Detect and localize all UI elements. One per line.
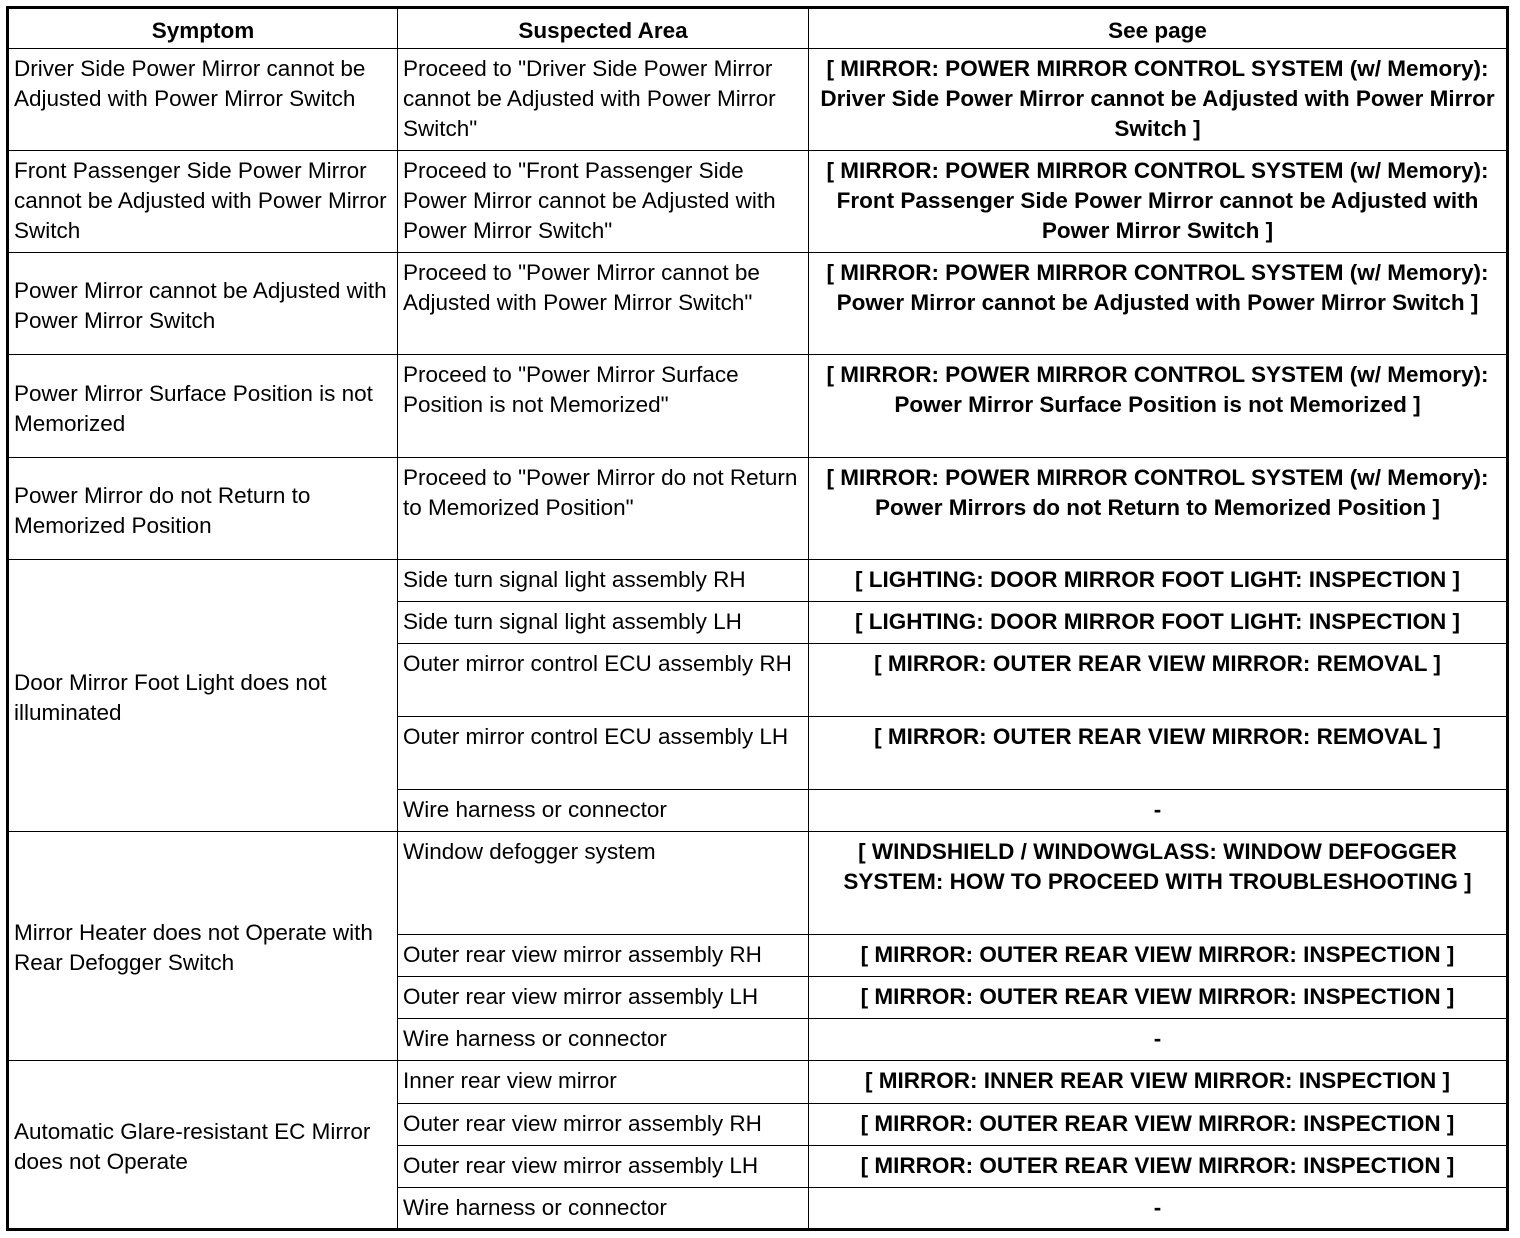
symptom-header: Symptom bbox=[8, 8, 398, 49]
see-page-cell: [ WINDSHIELD / WINDOWGLASS: WINDOW DEFOGGER SYSTEM: HOW TO PROCEED WITH TROUBLESHOOTING ] bbox=[809, 831, 1508, 934]
see-page-cell: [ MIRROR: OUTER REAR VIEW MIRROR: REMOVAL ] bbox=[809, 644, 1508, 716]
suspected-area-cell: Wire harness or connector bbox=[398, 1187, 809, 1229]
see-page-cell: [ MIRROR: OUTER REAR VIEW MIRROR: INSPECTION ] bbox=[809, 976, 1508, 1018]
see-page-cell: [ MIRROR: POWER MIRROR CONTROL SYSTEM (w/ Memory): Driver Side Power Mirror cannot be Adjusted with Power Mirror Switch ] bbox=[809, 49, 1508, 151]
symptom-cell: Driver Side Power Mirror cannot be Adjusted with Power Mirror Switch bbox=[8, 49, 398, 151]
symptom-cell: Mirror Heater does not Operate with Rear Defogger Switch bbox=[8, 831, 398, 1060]
table-row bbox=[8, 560, 1508, 602]
table-row bbox=[8, 831, 1508, 934]
symptom-cell: Power Mirror cannot be Adjusted with Power Mirror Switch bbox=[8, 253, 398, 355]
see-page-cell: [ LIGHTING: DOOR MIRROR FOOT LIGHT: INSPECTION ] bbox=[809, 602, 1508, 644]
see-page-cell: [ MIRROR: POWER MIRROR CONTROL SYSTEM (w/ Memory): Power Mirrors do not Return to Memorized Position ] bbox=[809, 458, 1508, 560]
see-page-cell: [ MIRROR: OUTER REAR VIEW MIRROR: REMOVAL ] bbox=[809, 716, 1508, 789]
suspected-area-cell: Outer rear view mirror assembly LH bbox=[398, 976, 809, 1018]
suspected-area-cell: Proceed to "Front Passenger Side Power Mirror cannot be Adjusted with Power Mirror Switch" bbox=[398, 151, 809, 253]
suspected-area-cell: Proceed to "Power Mirror do not Return to Memorized Position" bbox=[398, 458, 809, 560]
see-page-cell: [ MIRROR: POWER MIRROR CONTROL SYSTEM (w/ Memory): Power Mirror cannot be Adjusted with Power Mirror Switch ] bbox=[809, 253, 1508, 355]
see-page-cell: [ MIRROR: POWER MIRROR CONTROL SYSTEM (w/ Memory): Power Mirror Surface Position is not Memorized ] bbox=[809, 355, 1508, 458]
table-row bbox=[8, 253, 1508, 355]
suspected-area-cell: Inner rear view mirror bbox=[398, 1060, 809, 1103]
suspected-area-cell: Outer mirror control ECU assembly RH bbox=[398, 644, 809, 716]
suspected-area-cell: Outer rear view mirror assembly RH bbox=[398, 934, 809, 976]
suspected-area-cell: Proceed to "Power Mirror Surface Position is not Memorized" bbox=[398, 355, 809, 458]
suspected-area-cell: Side turn signal light assembly LH bbox=[398, 602, 809, 644]
symptom-cell: Power Mirror Surface Position is not Memorized bbox=[8, 355, 398, 458]
see-page-cell: [ MIRROR: OUTER REAR VIEW MIRROR: INSPECTION ] bbox=[809, 934, 1508, 976]
table-row bbox=[8, 458, 1508, 560]
suspected-area-cell: Proceed to "Driver Side Power Mirror cannot be Adjusted with Power Mirror Switch" bbox=[398, 49, 809, 151]
table-row bbox=[8, 151, 1508, 253]
see-page-cell: - bbox=[809, 1187, 1508, 1229]
see-page-cell: [ MIRROR: POWER MIRROR CONTROL SYSTEM (w/ Memory): Front Passenger Side Power Mirror cannot be Adjusted with Power Mirror Switch ] bbox=[809, 151, 1508, 253]
suspected-area-cell: Window defogger system bbox=[398, 831, 809, 934]
see-page-cell: - bbox=[809, 1018, 1508, 1060]
suspected-area-cell: Wire harness or connector bbox=[398, 1018, 809, 1060]
suspected-area-cell: Outer rear view mirror assembly RH bbox=[398, 1103, 809, 1145]
suspected-area-cell: Side turn signal light assembly RH bbox=[398, 560, 809, 602]
see-page-header: See page bbox=[809, 8, 1508, 49]
suspected-area-header: Suspected Area bbox=[398, 8, 809, 49]
symptom-cell: Automatic Glare-resistant EC Mirror does not Operate bbox=[8, 1060, 398, 1229]
see-page-cell: [ MIRROR: INNER REAR VIEW MIRROR: INSPECTION ] bbox=[809, 1060, 1508, 1103]
suspected-area-cell: Outer rear view mirror assembly LH bbox=[398, 1145, 809, 1187]
see-page-cell: [ MIRROR: OUTER REAR VIEW MIRROR: INSPECTION ] bbox=[809, 1145, 1508, 1187]
see-page-cell: [ MIRROR: OUTER REAR VIEW MIRROR: INSPECTION ] bbox=[809, 1103, 1508, 1145]
suspected-area-cell: Proceed to "Power Mirror cannot be Adjusted with Power Mirror Switch" bbox=[398, 253, 809, 355]
header-row bbox=[8, 8, 1508, 49]
troubleshooting-table bbox=[6, 6, 1509, 1231]
see-page-cell: [ LIGHTING: DOOR MIRROR FOOT LIGHT: INSPECTION ] bbox=[809, 560, 1508, 602]
suspected-area-cell: Outer mirror control ECU assembly LH bbox=[398, 716, 809, 789]
suspected-area-cell: Wire harness or connector bbox=[398, 789, 809, 831]
symptom-cell: Power Mirror do not Return to Memorized Position bbox=[8, 458, 398, 560]
symptom-cell: Door Mirror Foot Light does not illuminated bbox=[8, 560, 398, 831]
table-row bbox=[8, 1060, 1508, 1103]
table-row bbox=[8, 355, 1508, 458]
table-row bbox=[8, 49, 1508, 151]
see-page-cell: - bbox=[809, 789, 1508, 831]
symptom-cell: Front Passenger Side Power Mirror cannot be Adjusted with Power Mirror Switch bbox=[8, 151, 398, 253]
